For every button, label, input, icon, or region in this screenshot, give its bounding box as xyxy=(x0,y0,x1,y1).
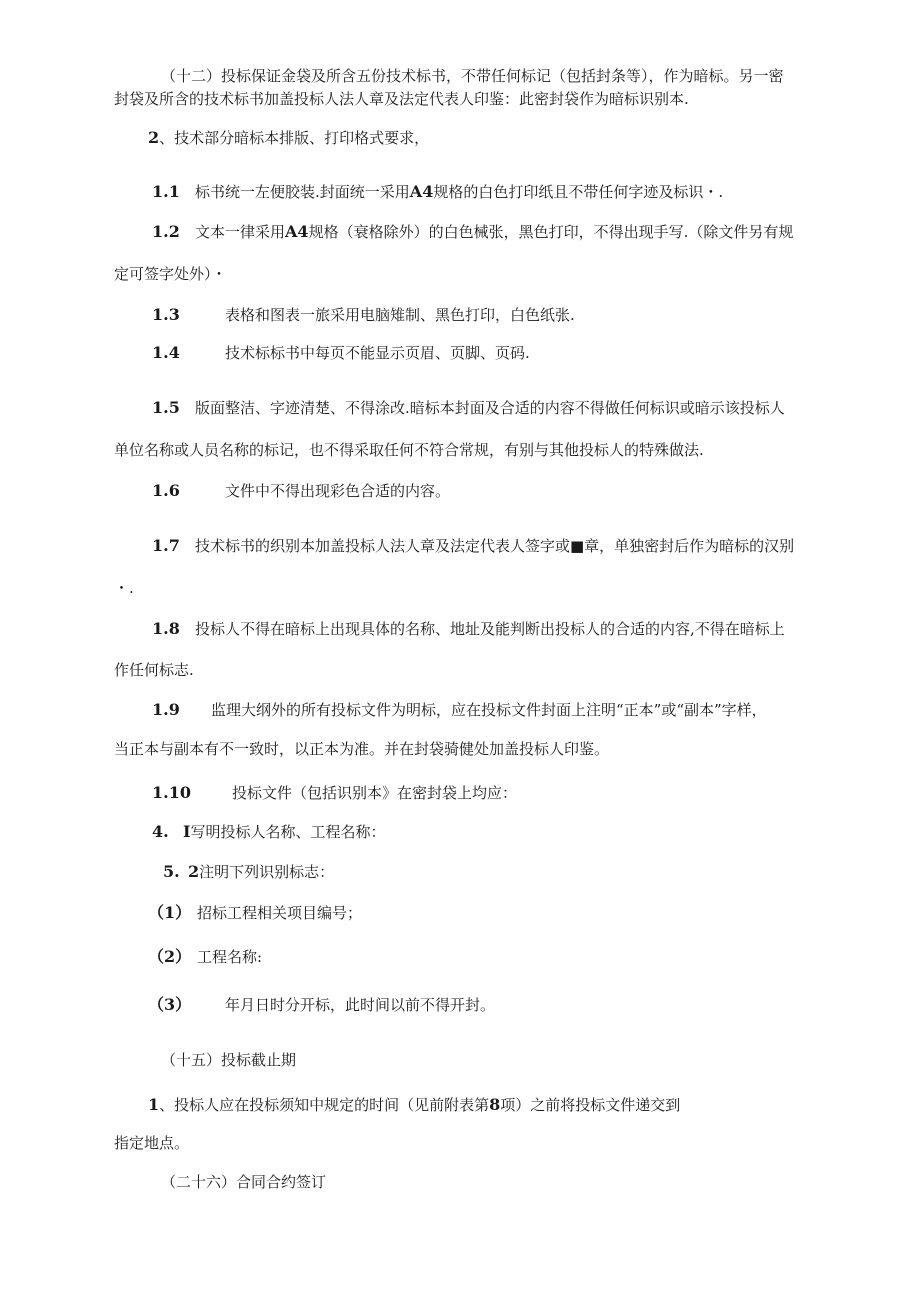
sub-item-2-number: （2） xyxy=(148,947,192,966)
item-number: 1 xyxy=(148,1095,160,1114)
item-text-part: 注明下列识别标志： xyxy=(199,863,335,881)
item-1-5-text: 版面整洁、字迹清楚、不得涂改.暗标本封面及合适的内容不得做任何标识或暗示该投标人 xyxy=(195,399,785,417)
section-text: 、技术部分暗标本排版、打印格式要求， xyxy=(159,129,430,147)
item-1-4-number: 1.4 xyxy=(152,343,180,362)
item-5-text xyxy=(188,862,334,882)
item-1-10-text: 投标文件（包括识别本》在密封袋上均应： xyxy=(232,784,518,802)
para-12-line2: 封袋及所含的技术标书加盖投标人法人章及法定代表人印鉴：此密封袋作为暗标识别本. xyxy=(114,90,689,108)
sub-item-3-number: （3） xyxy=(148,995,192,1014)
item-4-text xyxy=(183,822,386,842)
item-1-10-number: 1.10 xyxy=(152,783,191,802)
item-1-5-number: 1.5 xyxy=(152,398,180,417)
sub-item-1-text: 招标工程相关项目编号； xyxy=(197,904,363,922)
sub-item-1-number: （1） xyxy=(148,903,192,922)
para-15-item-1 xyxy=(148,1095,680,1115)
item-1-9-text: 监理大纲外的所有投标文件为明标，应在投标文件封面上注明“正本”或“副本”字样， xyxy=(211,701,767,719)
sub-item-2-text: 工程名称: xyxy=(197,948,263,966)
item-bold-part: 8 xyxy=(489,1095,501,1114)
item-1-3-number: 1.3 xyxy=(152,305,180,324)
item-text-part: 、投标人应在投标须知中规定的时间（见前附表第 xyxy=(159,1096,490,1114)
sub-item-3-text: 年月日时分开标，此时间以前不得开封。 xyxy=(225,996,496,1014)
item-text-part: 文本一律采用 xyxy=(195,223,286,241)
item-bold-part: A4 xyxy=(285,222,309,241)
item-text-part: 写明投标人名称、工程名称： xyxy=(190,823,386,841)
para-26-heading: （二十六）合同合约签订 xyxy=(161,1173,327,1191)
item-5-number: 5. xyxy=(163,862,180,881)
item-1-2-number: 1.2 xyxy=(152,222,180,241)
item-1-2-text xyxy=(195,222,793,242)
item-1-5-line2: 单位名称或人员名称的标记，也不得采取任何不符合常规，有别与其他投标人的特殊做法. xyxy=(114,441,704,459)
item-1-7-line2: ・. xyxy=(114,579,134,597)
item-bold-part: A4 xyxy=(409,182,434,201)
para-12-line1: （十二）投标保证金袋及所含五份技术标书，不带任何标记（包括封条等），作为暗标。另一密 xyxy=(161,67,784,85)
item-1-1-text xyxy=(195,182,723,202)
item-1-9-line2: 当正本与副本有不一致时，以正本为准。并在封袋骑健处加盖投标人印鉴。 xyxy=(114,740,610,758)
item-1-4-text: 技术标标书中每页不能显示页眉、页脚、页码. xyxy=(225,344,530,362)
item-1-7-number: 1.7 xyxy=(152,536,180,555)
item-1-9-number: 1.9 xyxy=(152,700,180,719)
item-bold-part: I xyxy=(183,822,191,841)
item-1-8-line2: 作任何标志. xyxy=(114,661,194,679)
item-1-6-text: 文件中不得出现彩色合适的内容。 xyxy=(225,482,451,500)
para-15-heading: （十五）投标截止期 xyxy=(161,1051,297,1069)
item-1-3-text: 表格和图表一旅采用电脑雉制、黑色打印，白色纸张. xyxy=(225,306,575,324)
item-1-1-number: 1.1 xyxy=(152,182,180,201)
item-text-part: 规格（衰格除外）的白色械张，黑色打印，不得出现手写.（除文件另有规 xyxy=(308,223,794,241)
item-1-8-number: 1.8 xyxy=(152,619,180,638)
item-4-number: 4. xyxy=(152,822,169,841)
item-text-part: 标书统一左便胶装.封面统一采用 xyxy=(195,183,410,201)
para-15-item-1-line2: 指定地点。 xyxy=(114,1134,190,1152)
section-2-heading xyxy=(148,128,429,148)
item-text-part: 规格的白色打印纸且不带任何字迹及标识・. xyxy=(433,183,724,201)
item-1-6-number: 1.6 xyxy=(152,481,180,500)
item-text-part: 项）之前将投标文件递交到 xyxy=(500,1096,681,1114)
item-1-7-text: 技术标书的织别本加盖投标人法人章及法定代表人签字或■章，单独密封后作为暗标的汉别 xyxy=(195,537,795,555)
item-1-2-line2: 定可签字处外）・ xyxy=(114,265,227,283)
item-bold-part: 2 xyxy=(188,862,200,881)
item-1-8-text: 投标人不得在暗标上出现具体的名称、地址及能判断出投标人的合适的内容,不得在暗标上 xyxy=(195,620,785,638)
section-number: 2 xyxy=(148,128,160,147)
